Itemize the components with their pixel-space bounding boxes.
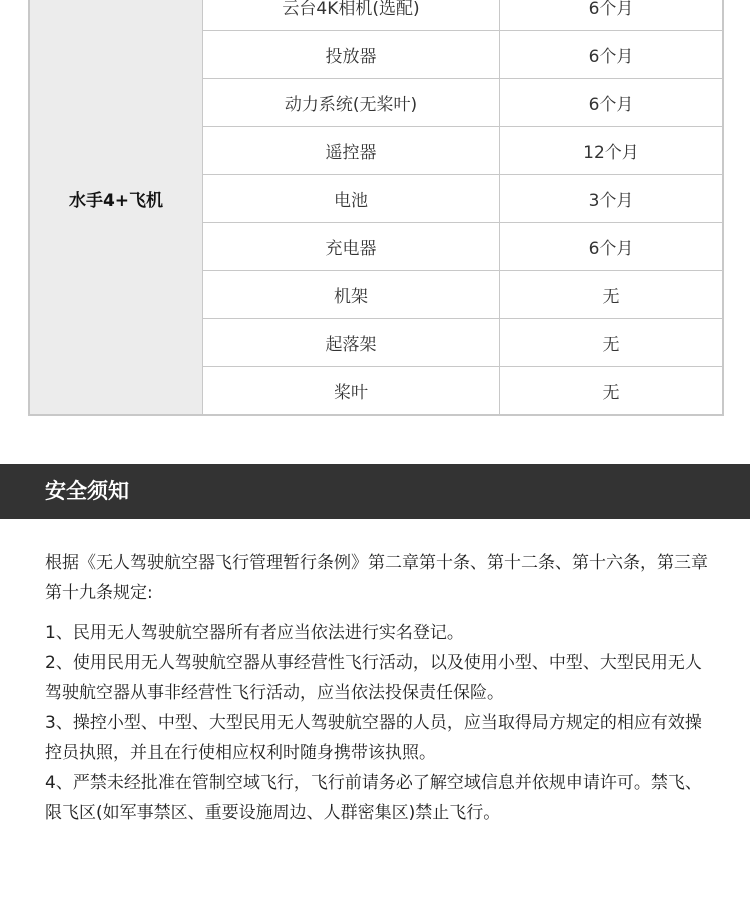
part-name-cell: 投放器: [203, 31, 500, 79]
section-title: 安全须知: [45, 479, 129, 503]
warranty-period-cell: 12个月: [500, 127, 724, 175]
warranty-period-cell: 6个月: [500, 31, 724, 79]
part-name-cell: 云台4K相机(选配): [203, 0, 500, 31]
list-item: 2、使用民用无人驾驶航空器从事经营性飞行活动，以及使用小型、中型、大型民用无人驾驶航空器从事非经营性飞行活动，应当依法投保责任保险。: [45, 653, 702, 703]
table-row: [29, 0, 723, 31]
notice-list: [45, 618, 710, 828]
warranty-period-cell: 无: [500, 271, 724, 319]
warranty-period-cell: 6个月: [500, 0, 724, 31]
warranty-period-cell: 6个月: [500, 79, 724, 127]
warranty-period-cell: 6个月: [500, 223, 724, 271]
list-item: 4、严禁未经批准在管制空域飞行，飞行前请务必了解空域信息并依规申请许可。禁飞、限飞区(如军事禁区、重要设施周边、人群密集区)禁止飞行。: [45, 773, 702, 823]
part-name-cell: 起落架: [203, 319, 500, 367]
list-item: 3、操控小型、中型、大型民用无人驾驶航空器的人员，应当取得局方规定的相应有效操控员执照，并且在行使相应权利时随身携带该执照。: [45, 713, 702, 763]
safety-notice: [45, 548, 710, 828]
warranty-period-cell: 无: [500, 319, 724, 367]
part-name-cell: 桨叶: [203, 367, 500, 416]
part-name-cell: 遥控器: [203, 127, 500, 175]
list-item: 1、民用无人驾驶航空器所有者应当依法进行实名登记。: [45, 623, 464, 643]
part-name-cell: 电池: [203, 175, 500, 223]
warranty-period-cell: 无: [500, 367, 724, 416]
warranty-period-cell: 3个月: [500, 175, 724, 223]
part-name-cell: 充电器: [203, 223, 500, 271]
notice-intro: 根据《无人驾驶航空器飞行管理暂行条例》第二章第十条、第十二条、第十六条，第三章第十九条规定:: [45, 553, 708, 603]
part-name-cell: 动力系统(无桨叶): [203, 79, 500, 127]
part-name-cell: 机架: [203, 271, 500, 319]
safety-section-header: [0, 464, 750, 519]
warranty-table: [28, 0, 724, 416]
product-group-cell: 水手4+飞机: [29, 0, 203, 415]
